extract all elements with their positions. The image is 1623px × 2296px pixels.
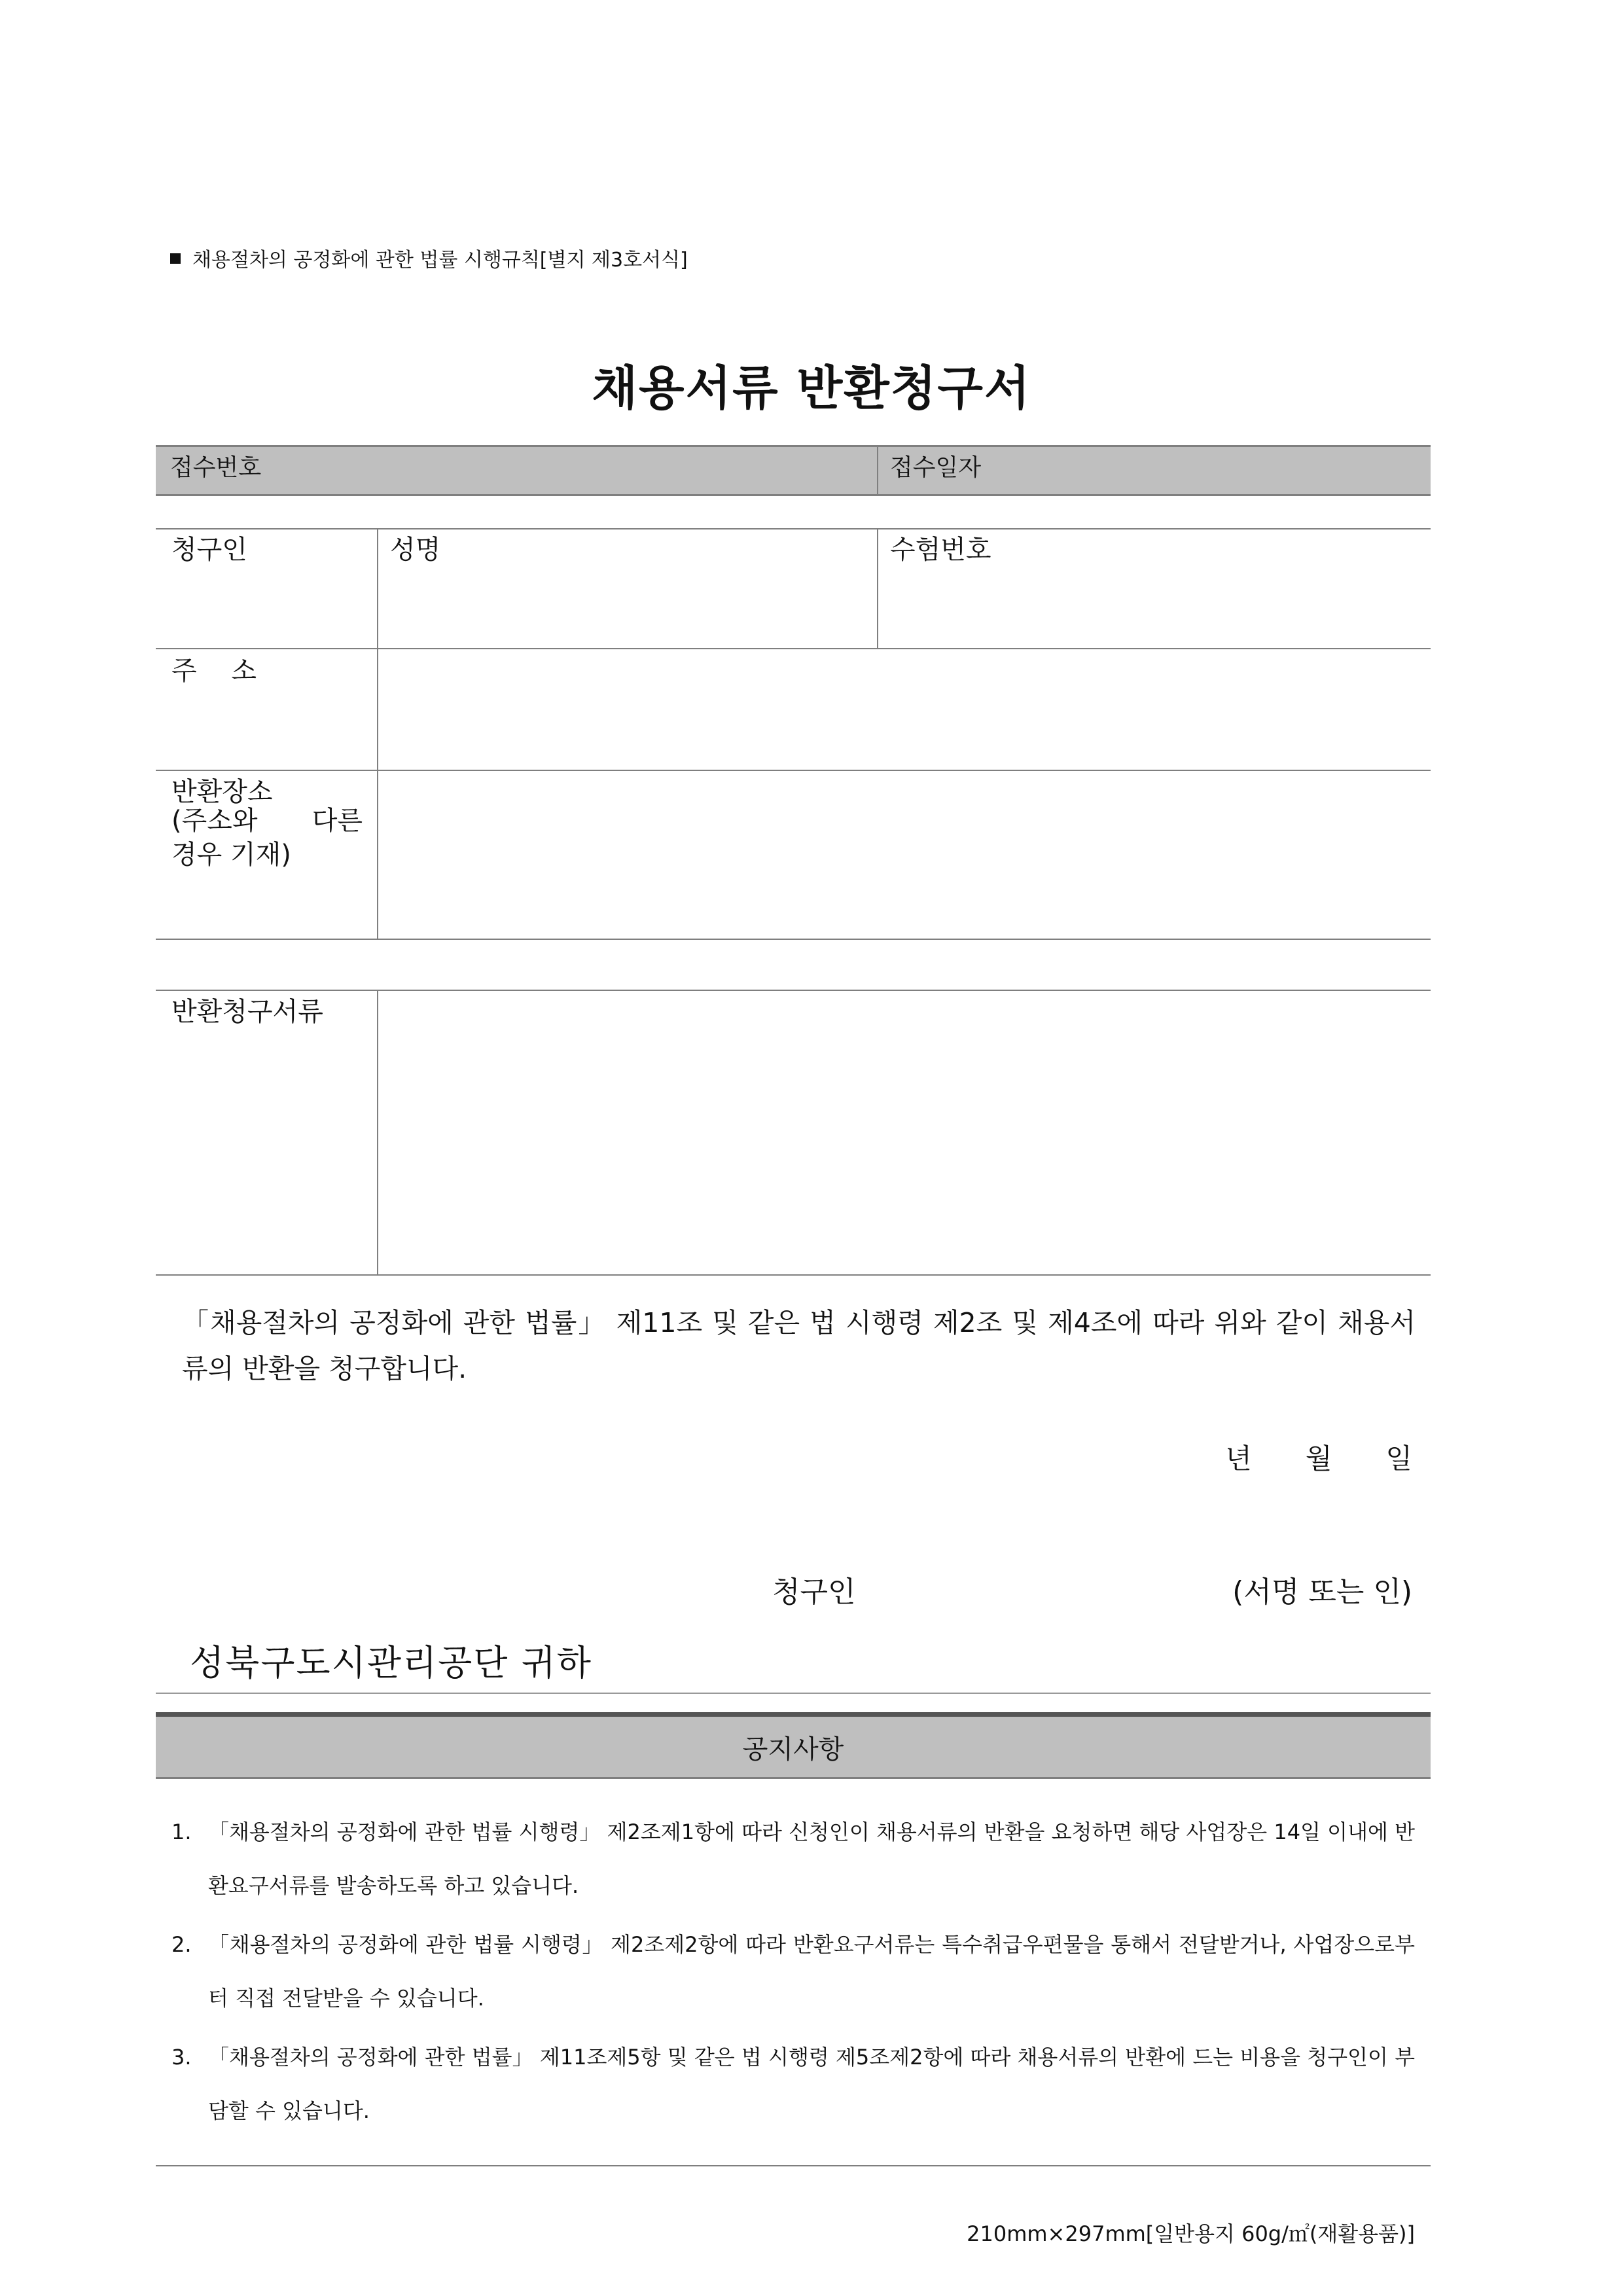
return-place-field[interactable] — [378, 771, 1429, 937]
receipt-date-label: 접수일자 — [890, 454, 982, 481]
address-label: 주 소 — [171, 656, 270, 686]
year-label: 년 — [1225, 1443, 1252, 1475]
divider — [156, 1274, 1431, 1276]
documents-field[interactable] — [378, 991, 1429, 1273]
return-place-note: (주소와 다른 경우 기재) — [171, 806, 363, 870]
notice-title: 공지사항 — [156, 1712, 1431, 1779]
law-reference: 채용절차의 공정화에 관한 법률 시행규칙[별지 제3호서식] — [170, 243, 688, 272]
declaration-text: 「채용절차의 공정화에 관한 법률」 제11조 및 같은 법 시행령 제2조 및 제4조에 따라 위와 같이 채용서류의 반환을 청구합니다. — [182, 1307, 1416, 1384]
return-place-label: 반환장소 — [171, 777, 273, 807]
name-field[interactable]: 성명 — [390, 535, 441, 565]
month-label: 월 — [1305, 1443, 1332, 1475]
divider — [877, 445, 878, 496]
divider — [156, 528, 1431, 529]
divider — [156, 1693, 1431, 1694]
divider — [156, 2165, 1431, 2166]
address-field[interactable] — [378, 649, 1429, 768]
recipient: 성북구도시관리공단 귀하 — [190, 1642, 592, 1683]
date-line — [1171, 1437, 1412, 1477]
square-bullet-icon — [170, 253, 181, 264]
documents-label: 반환청구서류 — [171, 997, 323, 1027]
list-item: 3. 「채용절차의 공정화에 관한 법률」 제11조제5항 및 같은 법 시행령 제5조제2항에 따라 채용서류의 반환에 드는 비용을 청구인이 부담할 수 있습니다. — [171, 2045, 1415, 2123]
receipt-bar — [156, 445, 1431, 496]
day-label: 일 — [1385, 1443, 1412, 1475]
claimant-label: 청구인 — [171, 535, 247, 565]
claimant-signature-label: 청구인 — [772, 1575, 856, 1609]
signature-note: (서명 또는 인) — [1232, 1575, 1412, 1609]
paper-spec: 210mm×297mm[일반용지 60g/㎡(재활용품)] — [967, 2221, 1415, 2246]
list-item: 2. 「채용절차의 공정화에 관한 법률 시행령」 제2조제2항에 따라 반환요구서류는 특수취급우편물을 통해서 전달받거나, 사업장으로부터 직접 전달받을 수 있습니다. — [171, 1932, 1415, 2011]
list-item: 1. 「채용절차의 공정화에 관한 법률 시행령」 제2조제1항에 따라 신청인이 채용서류의 반환을 요청하면 해당 사업장은 14일 이내에 반환요구서류를 발송하도록 하고 있습니다. — [171, 1820, 1415, 1898]
form-title: 채용서류 반환청구서 — [592, 361, 1031, 416]
divider — [156, 939, 1431, 940]
exam-number-field[interactable]: 수험번호 — [890, 535, 991, 565]
divider — [877, 528, 878, 648]
receipt-number-label: 접수번호 — [170, 454, 262, 481]
